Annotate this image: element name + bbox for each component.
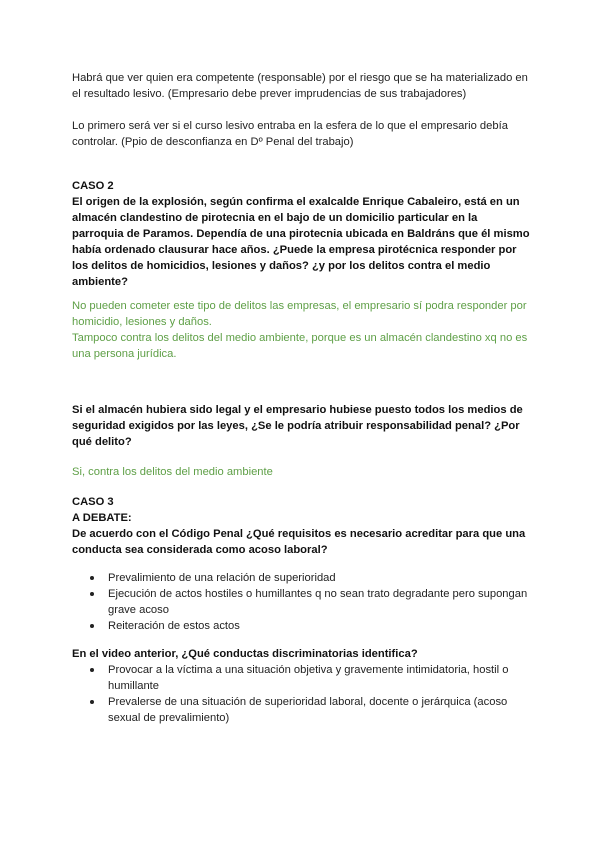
caso3-question-2: En el video anterior, ¿Qué conductas discriminatorias identifica? [72, 648, 418, 660]
caso2-answer-2: Si, contra los delitos del medio ambiente [72, 466, 273, 478]
caso3-subheading: A DEBATE: [72, 512, 132, 524]
list-item: Prevalerse de una situación de superioridad laboral, docente o jerárquica (acoso sexual de prevalimiento) [72, 694, 532, 726]
caso3-requirements-list [72, 570, 532, 634]
list-item: Prevalimiento de una relación de superioridad [72, 570, 532, 586]
caso2-answer-line: Tampoco contra los delitos del medio ambiente, porque es un almacén clandestino xq no es una persona jurídica. [72, 332, 528, 360]
caso2-question: El origen de la explosión, según confirma el exalcalde Enrique Cabaleiro, está en un almacén clandestino de pirotecnia en el bajo de un domicilio particular en la parroquia de Paramos. Dependía de una pirotecnia ubicada en Baldráns que él mismo había ordenado clausurar hace años. ¿Puede la empresa pirotécnica responder por los delitos de homicidios, lesiones y daños? ¿y por los delitos contra el medio ambiente? [72, 196, 530, 288]
list-item: Provocar a la víctima a una situación objetiva y gravemente intimidatoria, hostil o humillante [72, 662, 532, 694]
caso2-answer [72, 298, 532, 362]
caso3-question: De acuerdo con el Código Penal ¿Qué requisitos es necesario acreditar para que una conducta sea considerada como acoso laboral? [72, 528, 526, 556]
intro-paragraph-1: Habrá que ver quien era competente (responsable) por el riesgo que se ha materializado en el resultado lesivo. (Empresario debe prever imprudencias de sus trabajadores) [72, 72, 528, 100]
caso2-question-2: Si el almacén hubiera sido legal y el empresario hubiese puesto todos los medios de seguridad exigidos por las leyes, ¿Se le podría atribuir responsabilidad penal? ¿Por qué delito? [72, 404, 523, 448]
intro-paragraph-2: Lo primero será ver si el curso lesivo entraba en la esfera de lo que el empresario debía controlar. (Ppio de desconfianza en Dº Penal del trabajo) [72, 120, 508, 148]
caso3-conducts-list [72, 662, 532, 726]
list-item: Ejecución de actos hostiles o humillantes q no sean trato degradante pero supongan grave acoso [72, 586, 532, 618]
caso3-heading: CASO 3 [72, 496, 114, 508]
list-item: Reiteración de estos actos [72, 618, 532, 634]
caso2-answer-line: No pueden cometer este tipo de delitos las empresas, el empresario sí podra responder por homicidio, lesiones y daños. [72, 300, 527, 328]
caso2-heading: CASO 2 [72, 180, 114, 192]
